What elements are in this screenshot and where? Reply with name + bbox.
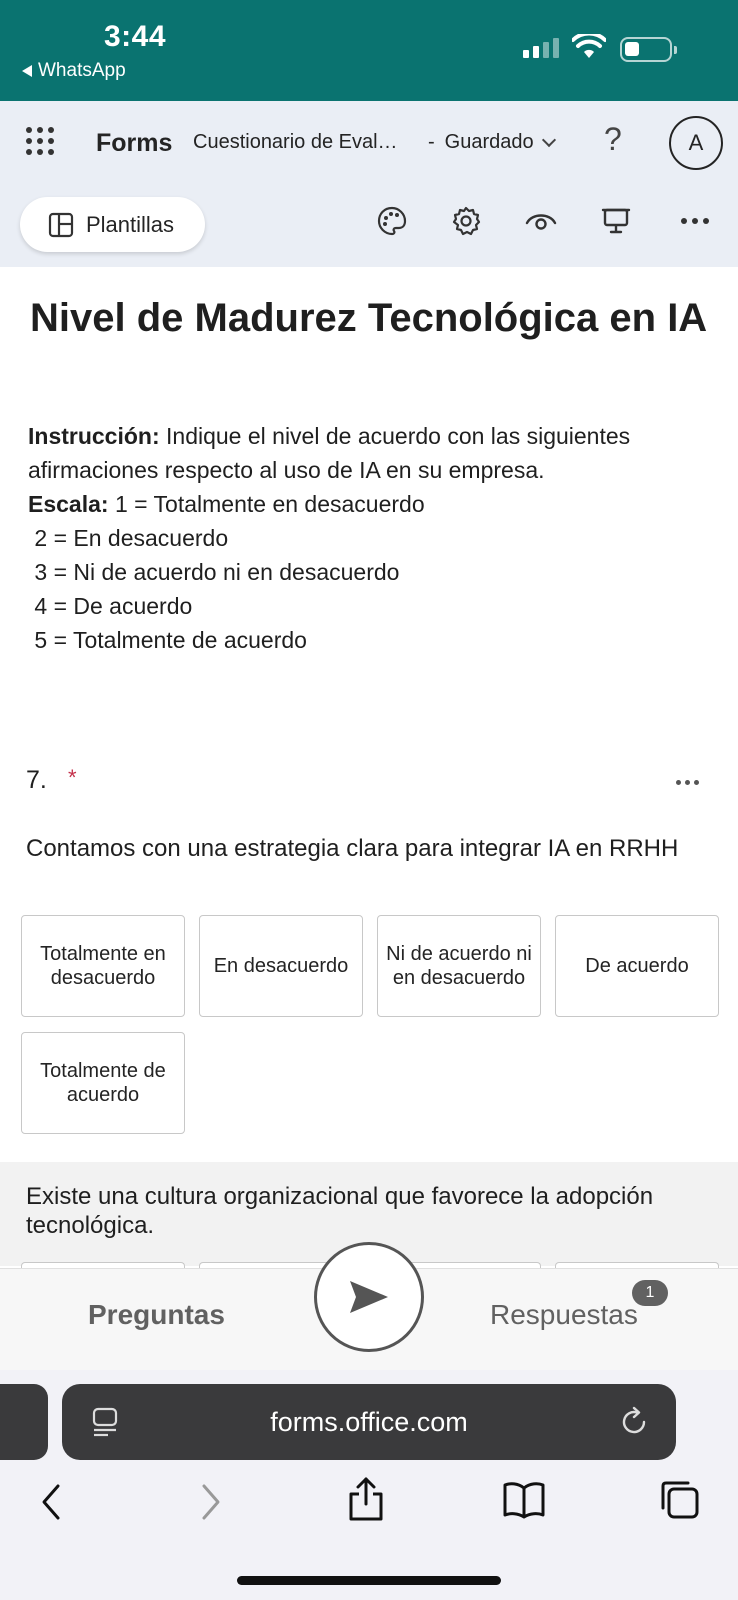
eye-icon[interactable] [524, 205, 558, 237]
back-triangle-icon [22, 65, 32, 77]
avatar[interactable]: A [669, 116, 723, 170]
question-more-icon[interactable] [676, 780, 699, 785]
templates-label: Plantillas [86, 211, 175, 237]
cellular-signal-icon [523, 38, 559, 58]
option-en-desacuerdo[interactable]: En desacuerdo [199, 915, 363, 1017]
more-icon[interactable] [680, 217, 710, 225]
address-bar[interactable] [62, 1384, 676, 1460]
option-ni-de-acuerdo-ni-en-desacuerdo[interactable]: Ni de acuerdo ni en desacuerdo [377, 915, 541, 1017]
back-to-app-link[interactable] [22, 60, 126, 82]
home-indicator[interactable] [237, 1576, 501, 1585]
templates-button[interactable] [20, 197, 205, 252]
status-time: 3:44 [104, 20, 167, 53]
save-state-label: Guardado [444, 131, 534, 153]
tabs-icon[interactable] [658, 1478, 700, 1520]
back-icon[interactable] [36, 1482, 66, 1522]
required-mark: * [68, 765, 77, 790]
question-text[interactable]: Existe una cultura organizacional que favorece la adopción tecnológica. [26, 1183, 654, 1239]
option-de-acuerdo[interactable]: De acuerdo [555, 915, 719, 1017]
save-dash: - [428, 131, 435, 153]
forms-brand[interactable]: Forms [96, 129, 173, 157]
scale-line: 1 = Totalmente en desacuerdo [108, 491, 425, 517]
app-launcher-icon[interactable] [26, 127, 54, 155]
scale-line: 3 = Ni de acuerdo ni en desacuerdo [28, 559, 400, 585]
instruction-label: Instrucción: [28, 423, 160, 449]
palette-icon[interactable] [376, 205, 408, 237]
chevron-down-icon [542, 132, 556, 146]
url-text: forms.office.com [270, 1406, 468, 1437]
question-text[interactable]: Contamos con una estrategia clara para integrar IA en RRHH [26, 835, 679, 862]
reader-icon[interactable] [90, 1406, 120, 1438]
forward-icon[interactable] [196, 1482, 226, 1522]
templates-icon [48, 212, 74, 238]
battery-icon [620, 37, 672, 62]
question-number: 7. [26, 766, 47, 794]
form-description[interactable] [28, 419, 728, 657]
back-app-label: WhatsApp [38, 60, 126, 81]
tab-preguntas[interactable]: Preguntas [88, 1299, 225, 1330]
reload-icon[interactable] [620, 1406, 650, 1438]
scale-line: 4 = De acuerdo [28, 593, 193, 619]
present-icon[interactable] [600, 205, 632, 237]
instruction-text: Indique el nivel de acuerdo con las siguientes afirmaciones respecto al uso de IA en su empresa. [28, 423, 631, 483]
wifi-icon [572, 34, 606, 60]
form-title[interactable]: Nivel de Madurez Tecnológica en IA [30, 296, 708, 340]
scale-label: Escala: [28, 491, 109, 517]
help-button[interactable]: ? [604, 121, 622, 157]
scale-line: 5 = Totalmente de acuerdo [28, 627, 307, 653]
tab-respuestas[interactable]: Respuestas [490, 1299, 638, 1330]
document-title[interactable]: Cuestionario de Eval… [193, 131, 398, 153]
send-button[interactable] [314, 1242, 424, 1352]
save-state-dropdown[interactable] [428, 131, 554, 154]
option-totalmente-en-desacuerdo[interactable]: Totalmente en desacuerdo [21, 915, 185, 1017]
bookmarks-icon[interactable] [502, 1480, 546, 1520]
gear-icon[interactable] [450, 205, 482, 237]
send-icon [346, 1277, 392, 1317]
share-icon[interactable] [346, 1476, 386, 1522]
previous-tab-peek[interactable] [0, 1384, 48, 1460]
responses-count-badge: 1 [632, 1280, 668, 1306]
status-bar [0, 0, 738, 101]
browser-toolbar [0, 1370, 738, 1600]
option-totalmente-de-acuerdo[interactable]: Totalmente de acuerdo [21, 1032, 185, 1134]
forms-header [0, 101, 738, 267]
scale-line: 2 = En desacuerdo [28, 525, 229, 551]
